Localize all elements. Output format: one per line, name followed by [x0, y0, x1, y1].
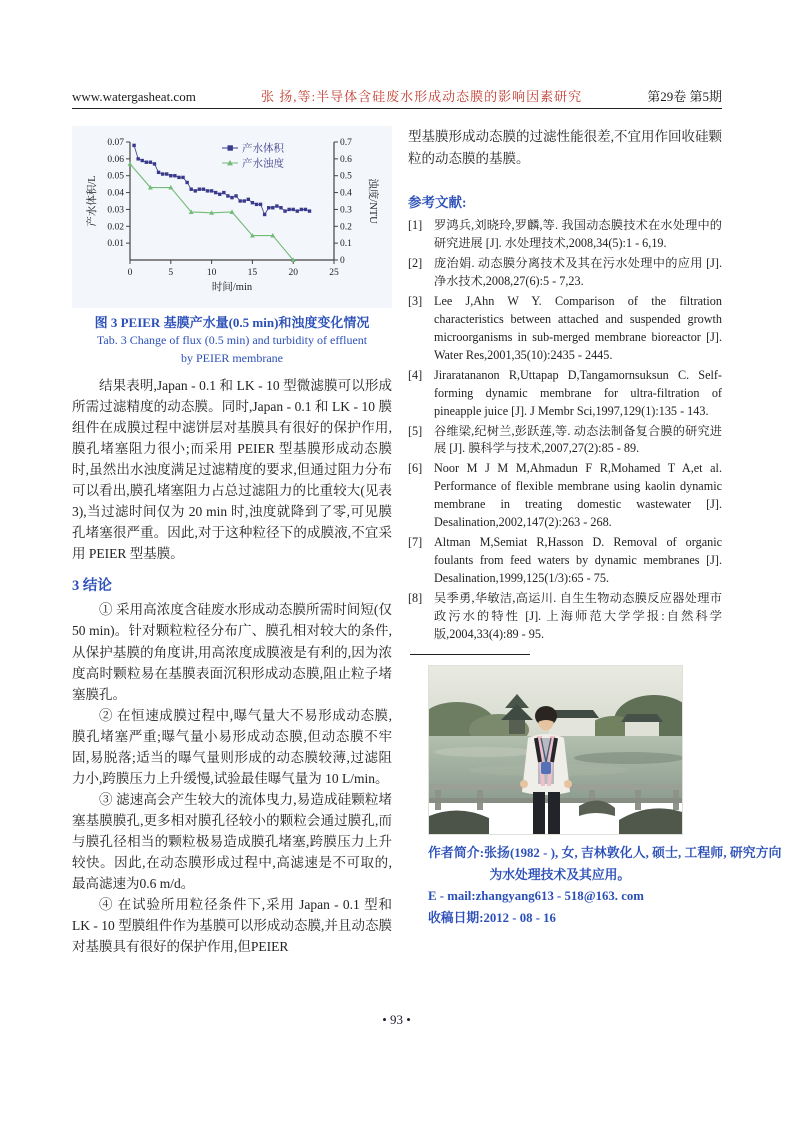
- reference-number: [8]: [408, 590, 423, 605]
- svg-text:0: 0: [340, 256, 345, 266]
- two-column-body: [72, 126, 782, 957]
- svg-text:0.6: 0.6: [340, 154, 352, 165]
- reference-number: [3]: [408, 293, 423, 308]
- page-number: • 93 •: [382, 1012, 411, 1027]
- svg-text:0.07: 0.07: [107, 138, 124, 148]
- reference-text: 谷维梁,纪树兰,彭跃莲,等. 动态法制备复合膜的研究进展 [J]. 膜科学与技术,2007,27(2):85 - 89.: [434, 423, 722, 456]
- svg-text:20: 20: [288, 268, 298, 278]
- svg-text:0.01: 0.01: [107, 239, 124, 250]
- reference-number: [1]: [408, 218, 423, 233]
- page-header: [72, 86, 722, 105]
- svg-text:0.02: 0.02: [107, 222, 124, 233]
- reference-item: [408, 293, 722, 365]
- reference-item: [408, 460, 722, 532]
- conclusion-item: ② 在恒速成膜过程中,曝气量大不易形成动态膜,膜孔堵塞严重;曝气量小易形成动态膜,但动态膜不牢固,易脱落;适当的曝气量则形成的动态膜较薄,过滤阻力小,跨膜压力上升缓慢,试验最佳曝气量为 10 L/min。: [72, 707, 392, 786]
- svg-text:0.06: 0.06: [107, 154, 124, 165]
- svg-text:0.1: 0.1: [340, 239, 352, 250]
- header-rule: [72, 108, 722, 109]
- author-email: E - mail:zhangyang613 - 518@163. com: [428, 889, 644, 904]
- svg-text:0.03: 0.03: [107, 205, 124, 216]
- svg-text:5: 5: [168, 268, 174, 278]
- svg-text:0.5: 0.5: [340, 171, 352, 182]
- left-column: [72, 126, 392, 957]
- conclusion-item: ① 采用高浓度含硅废水形成动态膜所需时间短(仅 50 min)。针对颗粒粒径分布广、膜孔相对较大的条件,从保护基膜的角度讲,用高浓度成膜液是有利的,因为浓度高时颗粒易在基膜表面沉积形成动态膜,阻止粒子堵塞膜孔。: [72, 602, 392, 702]
- figure-caption-en-2: by PEIER membrane: [181, 351, 283, 365]
- figure-3-block: [72, 126, 392, 308]
- header-website: www.watergasheat.com: [72, 89, 196, 104]
- conclusion-item: ④ 在试验所用粒径条件下,采用 Japan - 0.1 型和 LK - 10 型膜组件作为基膜可以形成动态膜,并且动态膜对基膜具有很好的保护作用,但PEIER: [72, 897, 392, 955]
- svg-text:浊度/NTU: 浊度/NTU: [367, 178, 378, 224]
- svg-text:0.3: 0.3: [340, 205, 352, 216]
- results-paragraph: 结果表明,Japan - 0.1 和 LK - 10 型微滤膜可以形成所需过滤精度的动态膜。同时,Japan - 0.1 和 LK - 10 膜组件在成膜过程中滤饼层对基膜具有很好的保护作用,膜孔堵塞阻力很小;而采用 PEIER 型基膜形成动态膜时,虽然出水浊度满足过滤精度的要求,但通过阻力分布可以看出,膜孔堵塞阻力占总过滤阻力的比重较大(见表 3),当过滤时间仅为 20 min 时,浊度就降到了零,可见膜孔堵塞很严重。因此,对于这种粒径下的成膜液,不宜采用 PEIER 型基膜。: [72, 378, 392, 562]
- svg-text:时间/min: 时间/min: [211, 282, 253, 293]
- reference-list: [408, 217, 722, 644]
- reference-number: [2]: [408, 256, 423, 271]
- reference-text: 吴季勇,华敏洁,高运川. 自生生物动态膜反应器处理市政污水的特性 [J]. 上海师范大学学报:自然科学版,2004,33(4):89 - 95.: [434, 590, 722, 641]
- svg-text:15: 15: [247, 268, 258, 278]
- reference-text: 罗鸿兵,刘晓玲,罗麟,等. 我国动态膜技术在水处理中的研究进展 [J]. 水处理技术,2008,34(5):1 - 6,19.: [434, 218, 722, 251]
- author-bio: 作者简介:张扬(1982 - ), 女, 吉林敦化人, 硕士, 工程师, 研究方向为水处理技术及其应用。: [428, 845, 782, 882]
- svg-text:0.4: 0.4: [340, 188, 352, 199]
- reference-number: [7]: [408, 535, 423, 550]
- reference-item: [408, 367, 722, 421]
- svg-text:产水体积: 产水体积: [242, 143, 284, 155]
- author-photo-illustration: [429, 666, 682, 834]
- reference-item: [408, 534, 722, 588]
- continuation-paragraph: 型基膜形成动态膜的过滤性能很差,不宜用作回收硅颗粒的动态膜的基膜。: [408, 129, 722, 166]
- svg-text:0.2: 0.2: [340, 222, 352, 233]
- header-volume-issue: 第29卷 第5期: [647, 89, 722, 104]
- reference-item: [408, 423, 722, 459]
- reference-number: [4]: [408, 367, 423, 382]
- reference-text: Jiraratananon R,Uttapap D,Tangamornsuksun C. Self-forming dynamic membrane for ultra-filtration of pineapple juice [J]. J Membr Sci,1997,129(1):135 - 143.: [434, 367, 722, 418]
- svg-text:0.7: 0.7: [340, 138, 352, 148]
- reference-text: 庞治娟. 动态膜分离技术及其在污水处理中的应用 [J]. 净水技术,2008,27(6):5 - 7,23.: [434, 256, 722, 288]
- received-date: 收稿日期:2012 - 08 - 16: [428, 911, 556, 925]
- flux-turbidity-chart: [82, 130, 382, 306]
- figure-caption-en-1: Tab. 3 Change of flux (0.5 min) and turbidity of effluent: [96, 333, 368, 347]
- svg-text:产水浊度: 产水浊度: [242, 158, 284, 170]
- svg-text:0: 0: [127, 268, 133, 278]
- footnote-separator: [410, 654, 530, 655]
- reference-text: Altman M,Semiat R,Hasson D. Removal of organic foulants from feed waters by dynamic membranes [J]. Desalination,1999,125(1/3):65 - 75.: [434, 535, 722, 585]
- header-running-title: 张 扬,等:半导体含硅废水形成动态膜的影响因素研究: [260, 89, 583, 104]
- figure-caption-cn: 图 3 PEIER 基膜产水量(0.5 min)和浊度变化情况: [94, 315, 370, 330]
- svg-text:产水体积/L: 产水体积/L: [87, 175, 98, 227]
- reference-number: [6]: [408, 461, 423, 476]
- references-heading: 参考文献:: [408, 195, 467, 211]
- section-heading-conclusion: 3 结论: [72, 578, 112, 595]
- reference-text: Noor M J M M,Ahmadun F R,Mohamed T A,et al. Performance of flexible membrane using kaolin dynamic membrane in treating domestic wastewater [J]. Desalination,2002,147(2):263 - 268.: [434, 461, 722, 530]
- svg-text:0.04: 0.04: [107, 188, 124, 199]
- reference-item: [408, 590, 722, 644]
- reference-number: [5]: [408, 423, 423, 438]
- reference-item: [408, 217, 722, 253]
- conclusion-list: [72, 599, 392, 957]
- svg-text:10: 10: [206, 268, 217, 278]
- svg-text:0.05: 0.05: [107, 171, 124, 182]
- author-photo: [428, 665, 683, 835]
- conclusion-item: ③ 滤速高会产生较大的流体曳力,易造成硅颗粒堵塞基膜膜孔,更多相对膜孔径较小的颗粒会通过膜孔,而与膜孔径相当的颗粒极易造成膜孔堵塞,跨膜压力上升较快。因此,在动态膜形成过程中,高滤速是不可取的,最高滤速为0.6 m/d。: [72, 791, 392, 892]
- reference-item: [408, 255, 722, 291]
- right-column: [408, 126, 782, 957]
- svg-text:25: 25: [329, 268, 339, 278]
- reference-text: Lee J,Ahn W Y. Comparison of the filtration characteristics between attached and suspended growth microorganisms in sub-merged membrane bioreactor [J]. Water Res,2001,35(10):2435 - 2445.: [434, 293, 722, 362]
